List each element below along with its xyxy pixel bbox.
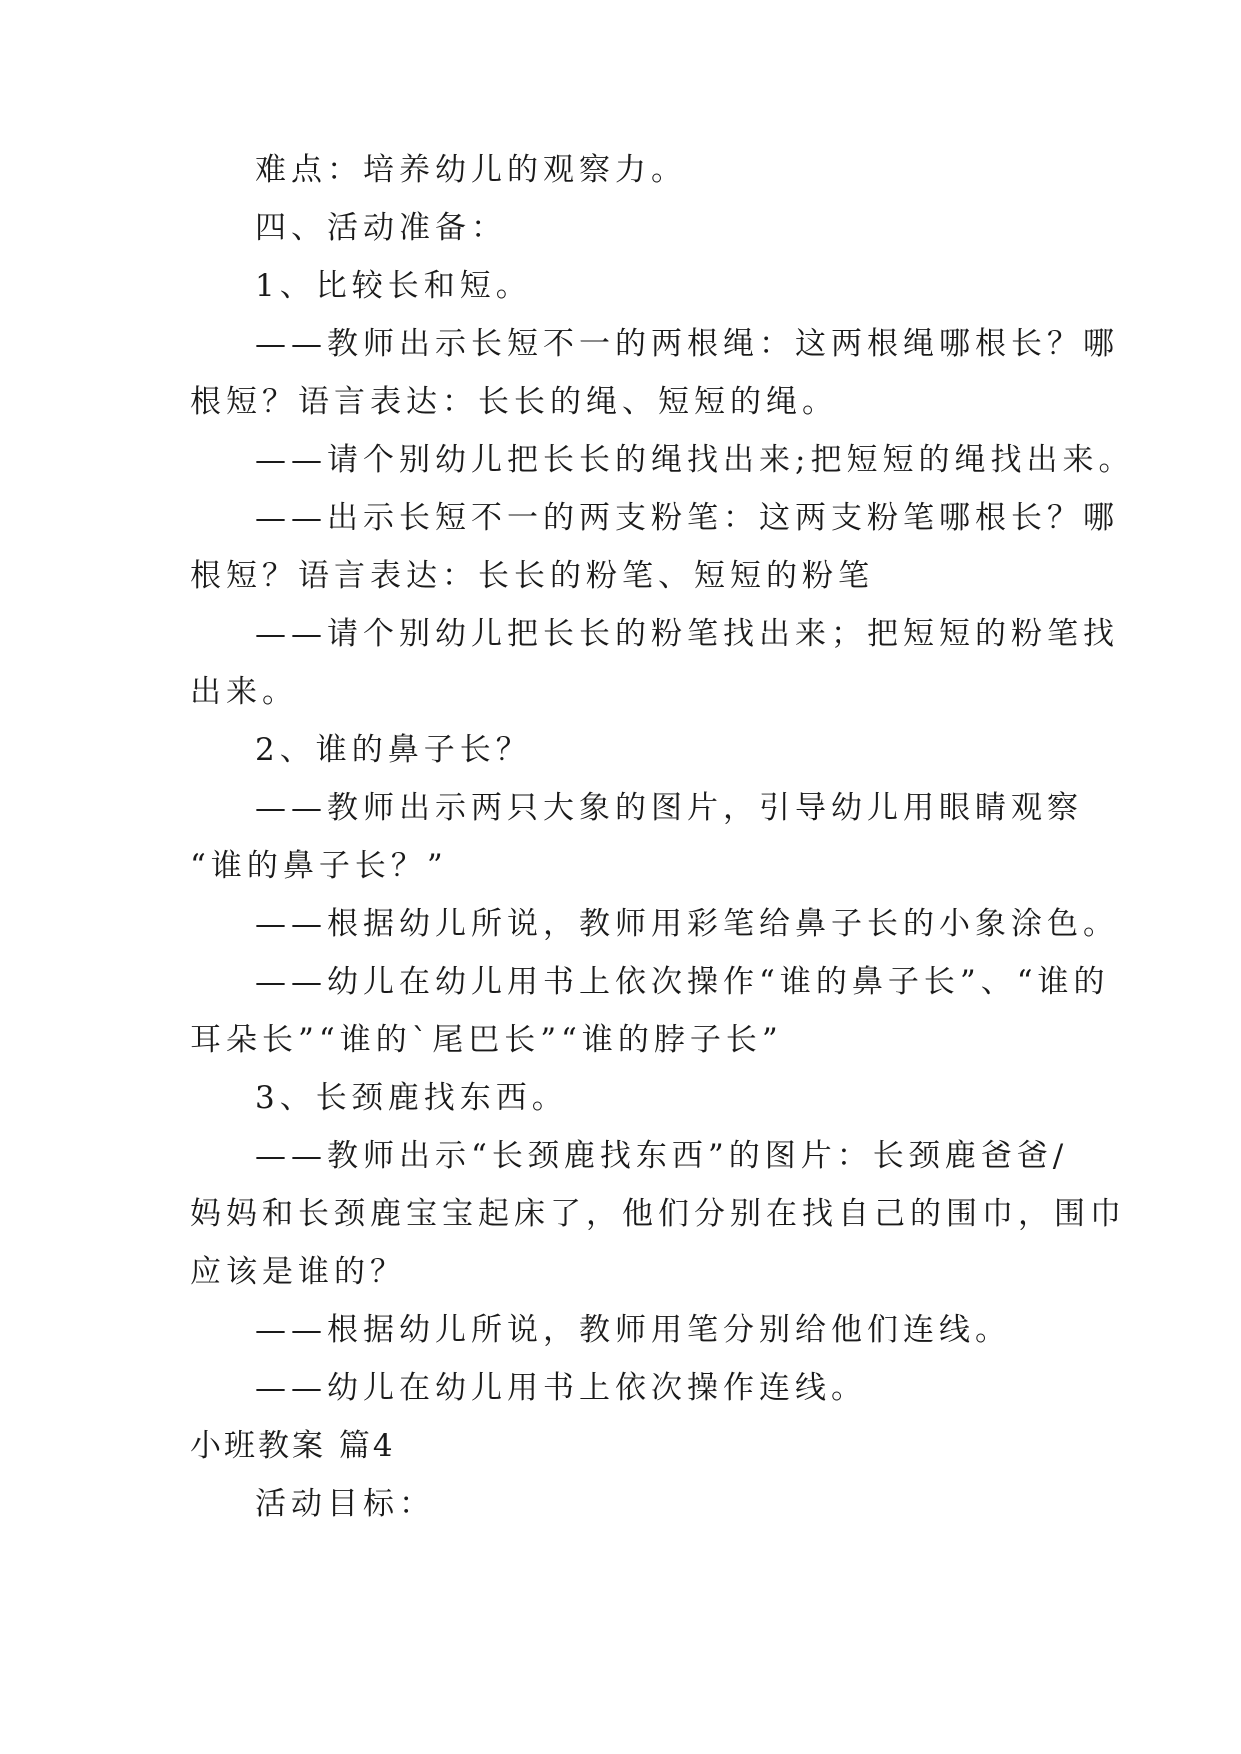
text-line: “谁的鼻子长？” bbox=[190, 848, 448, 884]
text-line: ——教师出示两只大象的图片，引导幼儿用眼睛观察 bbox=[255, 790, 1083, 826]
text-line: 耳朵长”“谁的`尾巴长”“谁的脖子长” bbox=[190, 1022, 783, 1058]
text-line: 根短？语言表达：长长的绳、短短的绳。 bbox=[190, 384, 838, 420]
section-heading: 小班教案 篇4 bbox=[190, 1428, 396, 1464]
text-line: ——根据幼儿所说，教师用彩笔给鼻子长的小象涂色。 bbox=[255, 906, 1119, 942]
text-line: ——幼儿在幼儿用书上依次操作连线。 bbox=[255, 1370, 867, 1406]
text-line: ——教师出示长短不一的两根绳：这两根绳哪根长？哪 bbox=[255, 326, 1119, 362]
text-line: ——请个别幼儿把长长的粉笔找出来；把短短的粉笔找 bbox=[255, 616, 1119, 652]
text-line-preparation: 四、活动准备： bbox=[255, 210, 507, 246]
text-line: ——教师出示“长颈鹿找东西”的图片：长颈鹿爸爸/ bbox=[255, 1138, 1069, 1174]
text-line: ——出示长短不一的两支粉笔：这两支粉笔哪根长？哪 bbox=[255, 500, 1119, 536]
text-line: 应该是谁的？ bbox=[190, 1254, 406, 1290]
text-line-section-1: 1、比较长和短。 bbox=[255, 268, 532, 304]
text-line-difficulty: 难点：培养幼儿的观察力。 bbox=[255, 152, 687, 188]
text-line: ——根据幼儿所说，教师用笔分别给他们连线。 bbox=[255, 1312, 1011, 1348]
text-line: 出来。 bbox=[190, 674, 298, 710]
text-line: ——请个别幼儿把长长的绳找出来;把短短的绳找出来。 bbox=[255, 442, 1135, 478]
text-line: 根短？语言表达：长长的粉笔、短短的粉笔 bbox=[190, 558, 874, 594]
text-line: ——幼儿在幼儿用书上依次操作“谁的鼻子长”、“谁的 bbox=[255, 964, 1110, 1000]
text-line-section-2: 2、谁的鼻子长？ bbox=[255, 732, 532, 768]
text-line-activity-goals: 活动目标： bbox=[255, 1486, 435, 1522]
text-line-section-3: 3、长颈鹿找东西。 bbox=[255, 1080, 568, 1116]
text-line: 妈妈和长颈鹿宝宝起床了，他们分别在找自己的围巾，围巾 bbox=[190, 1196, 1126, 1232]
